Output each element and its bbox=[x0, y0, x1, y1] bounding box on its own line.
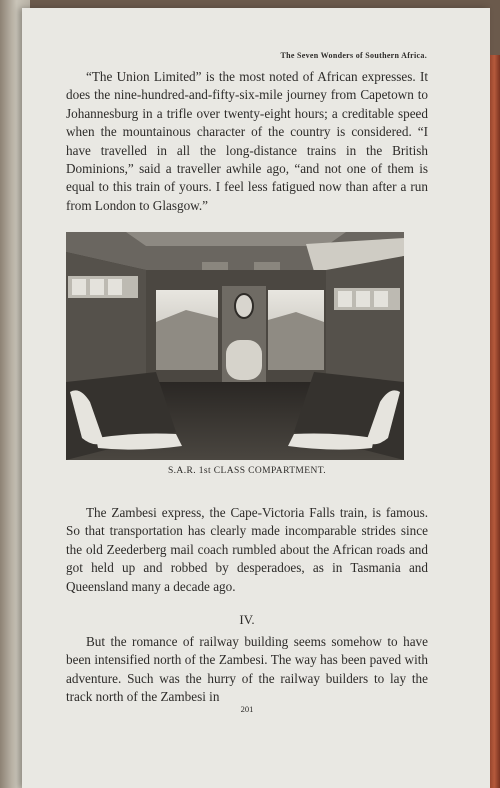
book-page bbox=[22, 8, 490, 788]
paragraph-zambesi-express: The Zambesi express, the Cape-Victoria Falls train, is famous. So that transportation has clearly made incomparable strides since the old Zeederberg mail coach rumbled about the African roads and got held up and robbed by desperadoes, as in Tasmania and Queensland many a decade ago. bbox=[66, 505, 428, 594]
section-heading: IV. bbox=[239, 612, 255, 627]
paragraph-union-limited: “The Union Limited” is the most noted of African expresses. It does the nine-hundred-and-fifty-six-mile journey from Capetown to Johannesburg in a trifle over twenty-eight hours; a creditable speed when the mountainous character of the country is considered. “I have travelled in all the long-distance trains in the British Dominions,” said a traveller awhile ago, “and not one of them is equal to this train of yours. I feel less fatigued now than after a run from London to Glasgow.” bbox=[66, 69, 428, 213]
running-header: The Seven Wonders of Southern Africa. bbox=[280, 51, 427, 60]
compartment-photo bbox=[66, 232, 404, 460]
figure-caption: S.A.R. 1st CLASS COMPARTMENT. bbox=[167, 466, 327, 476]
page-number: 201 bbox=[240, 704, 254, 714]
compartment-illustration bbox=[66, 232, 404, 460]
paragraph-railway-romance: But the romance of railway building seems somehow to have been intensified north of the Zambesi. The way has been paved with adventure. Such was the hurry of the railway builders to lay the track north of the Zambesi in bbox=[66, 634, 428, 705]
